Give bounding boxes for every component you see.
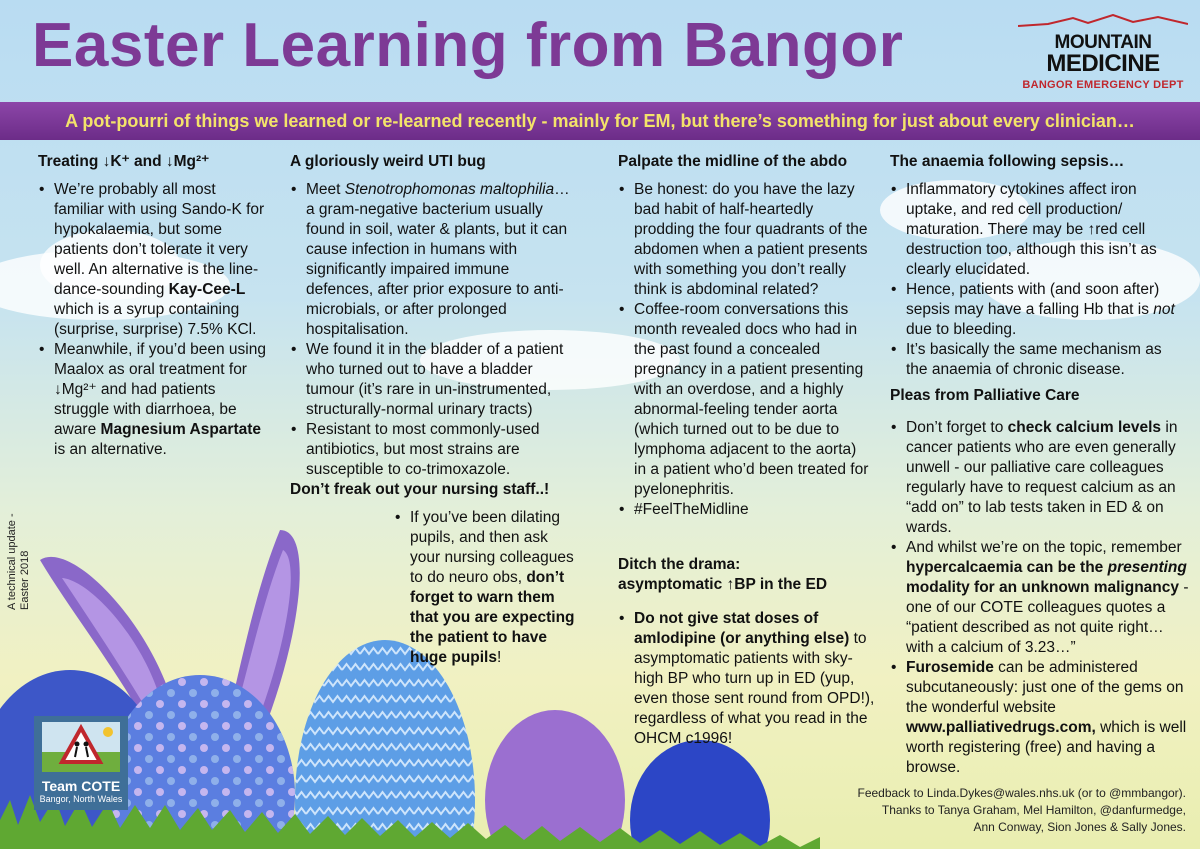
logo-line-2: MEDICINE [1046,50,1160,77]
section-heading: The anaemia following sepsis… [890,153,1125,170]
team-cote-name: Team COTE [41,778,121,794]
list-item: • #FeelTheMidline [634,500,870,520]
mountain-medicine-logo [1018,14,1188,91]
list-item: • Inflammatory cytokines affect iron uptake, and red cell production/ maturation. There may be ↑red cell destruction too, although this isn’t as clearly elucidated. [906,180,1186,280]
mountain-logo-icon [1018,14,1188,28]
team-cote-location: Bangor, North Wales [39,794,123,804]
warning-sign-icon [42,722,120,772]
section-heading: Palpate the midline of the abdo [618,153,848,170]
section-nursing-staff [290,480,580,668]
section-heading: Treating ↓K⁺ and ↓Mg²⁺ [38,153,210,170]
footer-credits [766,785,1186,836]
section-potassium-magnesium [38,152,266,460]
list-item: • Do not give stat doses of amlodipine (or anything else) to asymptomatic patients with sky-high BP who turn up in ED (yup, even those sent round from OPD!), regardless of what you read in the OHCM c1996! [634,609,880,749]
section-ditch-the-drama [618,555,880,749]
section-heading: A gloriously weird UTI bug [290,153,486,170]
list-item: • Coffee-room conversations this month revealed docs who had in the past found a concealed pregnancy in a patient presenting with an overdose, and a highly abnormal-feeling tender aorta (which turned out to be due to lymphoma adjacent to the aorta) in a patient who’d been treated for pyelonephritis. [634,300,870,500]
section-palpate-midline [618,152,870,520]
list-item: • Don’t forget to check calcium levels in cancer patients who are even generally unwell - our palliative care colleagues regularly have to request calcium as an “add on” to lab tests taken in ED & on wards. [906,418,1190,538]
section-palliative-care [890,386,1190,778]
list-item: • Resistant to most commonly-used antibiotics, but most strains are susceptible to co-trimoxazole. [306,420,578,480]
list-item: • Hence, patients with (and soon after) sepsis may have a falling Hb that is not due to bleeding. [906,280,1186,340]
section-uti-bug [290,152,578,480]
subtitle-banner: A pot-pourri of things we learned or re-learned recently - mainly for EM, but there’s something for just about every clinician… [0,102,1200,140]
logo-line-3: BANGOR EMERGENCY DEPT [1022,79,1184,91]
list-item: • We found it in the bladder of a patient who turned out to have a bladder tumour (it’s rare in un-instrumented, structurally-normal urinary tracts) [306,340,578,420]
thanks-line-2: Ann Conway, Sion Jones & Sally Jones. [973,820,1186,834]
list-item: • Furosemide can be administered subcutaneously: just one of the gems on the wonderful website www.palliativedrugs.com, which is well worth registering (free) and having a browse. [906,658,1190,778]
logo-line-1: MOUNTAIN [1054,32,1152,53]
list-item: • If you’ve been dilating pupils, and then ask your nursing colleagues to do neuro obs, don’t forget to warn them that you are expecting the patient to have huge pupils! [410,508,580,668]
list-item: • Meanwhile, if you’d been using Maalox as oral treatment for ↓Mg²⁺ and had patients struggle with diarrhoea, be aware Magnesium Aspartate is an alternative. [54,340,266,460]
section-heading: Don’t freak out your nursing staff..! [290,481,550,498]
list-item: • Meet Stenotrophomonas maltophilia… a gram-negative bacterium usually found in soil, water & plants, but it can cause infection in humans with significantly impaired immune defences, after prior exposure to anti-microbials, or after prolonged hospitalisation. [306,180,578,340]
egg-zigzag [295,640,475,849]
thanks-line: Thanks to Tanya Graham, Mel Hamilton, @danfurmedge, [881,803,1186,817]
section-heading: Ditch the drama: asymptomatic ↑BP in the ED [618,556,828,593]
page-title: Easter Learning from Bangor [32,11,904,80]
list-item: • Be honest: do you have the lazy bad habit of half-heartedly prodding the four quadrants of the abdomen when a patient presents with something you don’t really think is abdominal related? [634,180,870,300]
side-note: A technical update - Easter 2018 [6,513,31,610]
team-cote-badge [34,716,128,810]
feedback-line: Feedback to Linda.Dykes@wales.nhs.uk (or to @mmbangor). [857,786,1186,800]
section-heading: Pleas from Palliative Care [890,387,1080,404]
list-item: • We’re probably all most familiar with using Sando-K for hypokalaemia, but some patients don’t tolerate it very well. An alternative is the line-dance-sounding Kay-Cee-L which is a syrup containing (surprise, surprise) 7.5% KCl. [54,180,266,340]
section-anaemia-sepsis [890,152,1186,380]
list-item: • It’s basically the same mechanism as the anaemia of chronic disease. [906,340,1186,380]
list-item: • And whilst we’re on the topic, remember hypercalcaemia can be the presenting modality for an unknown malignancy - one of our COTE colleagues quotes a “patient described as not quite right…with a calcium of 3.23…” [906,538,1190,658]
